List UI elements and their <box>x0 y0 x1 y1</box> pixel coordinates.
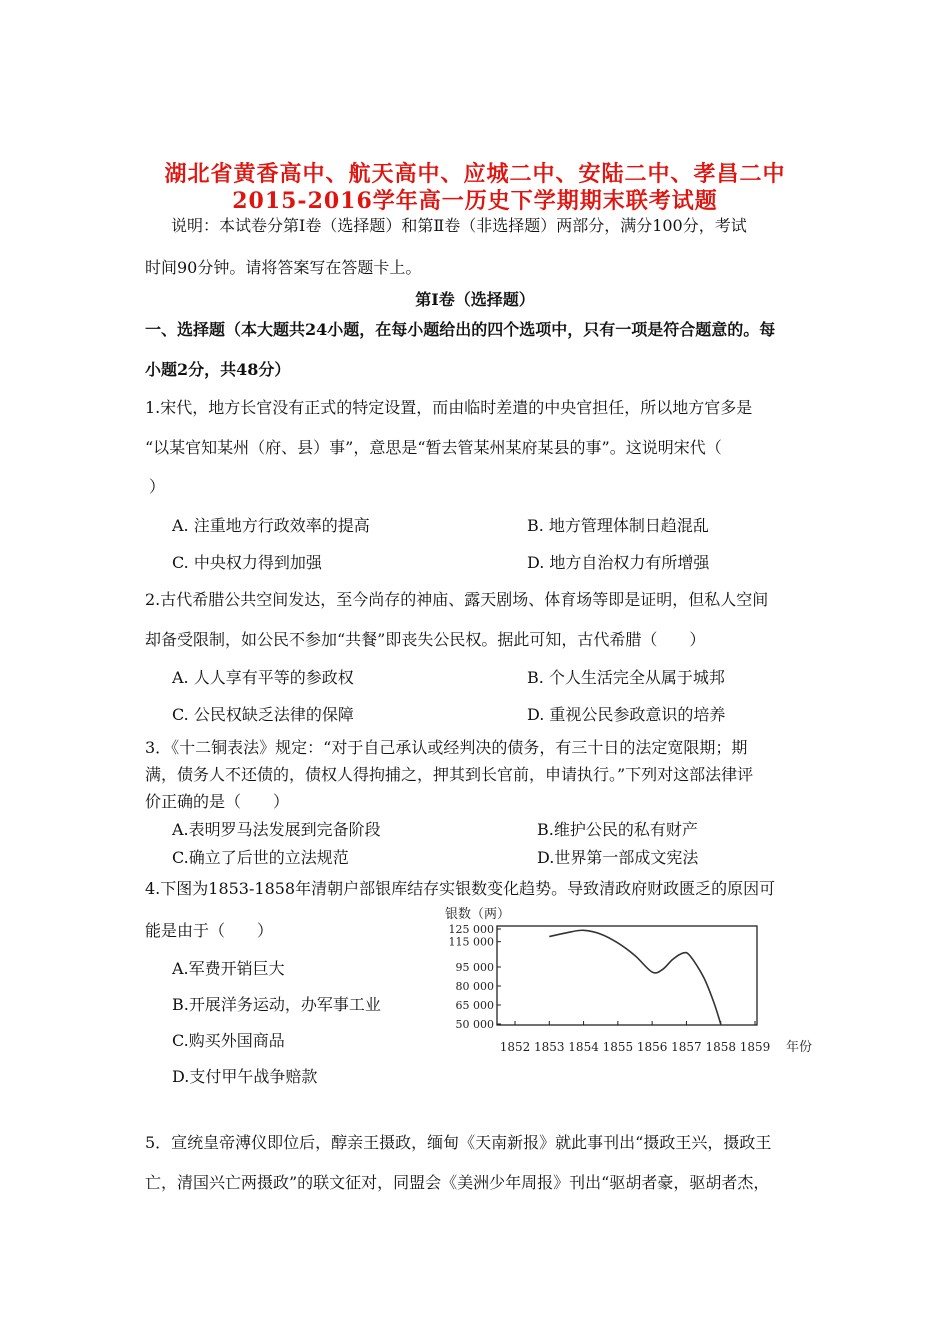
chart-x-tick-label: 1854 <box>568 1040 599 1054</box>
q4-option-c: C.购买外国商品 <box>172 1031 285 1050</box>
q1-option-d: D. 地方自治权力有所增强 <box>527 553 710 572</box>
chart-y-tick-label: 115 000 <box>448 935 494 949</box>
q4-stem-line-2: 能是由于（ ） <box>145 921 274 940</box>
chart-y-tick-label: 50 000 <box>455 1018 494 1031</box>
q2-option-c: C. 公民权缺乏法律的保障 <box>172 705 354 724</box>
q4-option-a: A.军费开销巨大 <box>172 959 285 978</box>
chart-y-tick-label: 95 000 <box>455 961 494 974</box>
q1-stem-line-2: “以某官知某州（府、县）事”，意思是“暂去管某州某府某县的事”。这说明宋代（ <box>145 438 722 457</box>
intro-line-2: 时间90分钟。请将答案写在答题卡上。 <box>145 258 422 277</box>
q5-stem-line-1: 5．宣统皇帝溥仪即位后，醇亲王摄政，缅甸《天南新报》就此事刊出“摄政王兴，摄政王 <box>145 1133 772 1152</box>
q3-option-b: B.维护公民的私有财产 <box>537 820 698 839</box>
q3-option-c: C.确立了后世的立法规范 <box>172 848 349 867</box>
chart-plot-frame <box>497 926 757 1025</box>
chart-y-tick-label: 125 000 <box>448 923 494 936</box>
silver-reserve-chart <box>440 900 820 1060</box>
q4-stem-line-1: 4.下图为1853-1858年清朝户部银库结存实银数变化趋势。导致清政府财政匮乏的原因可 <box>145 879 776 898</box>
q1-stem-line-1: 1.宋代，地方长官没有正式的特定设置，而由临时差遣的中央官担任，所以地方官多是 <box>145 398 753 417</box>
chart-x-tick-label: 1858 <box>705 1040 736 1054</box>
q3-stem-line-1: 3．《十二铜表法》规定：“对于自己承认或经判决的债务，有三十日的法定宽限期；期 <box>145 738 748 757</box>
chart-y-tick-label: 65 000 <box>455 999 494 1012</box>
chart-x-tick-label: 1856 <box>636 1040 668 1054</box>
q1-stem-line-3: ） <box>149 477 166 496</box>
q5-stem-line-2: 亡，清国兴亡两摄政”的联文征对，同盟会《美洲少年周报》刊出“驱胡者豪，驱胡者杰， <box>145 1173 770 1192</box>
section-instructions-1: 一、选择题（本大题共24小题，在每小题给出的四个选项中，只有一项是符合题意的。每 <box>145 320 776 339</box>
q1-option-c: C. 中央权力得到加强 <box>172 553 322 572</box>
q2-option-b: B. 个人生活完全从属于城邦 <box>527 668 725 687</box>
q3-stem-line-3: 价正确的是（ ） <box>145 792 290 811</box>
q3-option-a: A.表明罗马法发展到完备阶段 <box>172 820 381 839</box>
q2-option-d: D. 重视公民参政意识的培养 <box>527 705 726 724</box>
q3-option-d: D.世界第一部成文宪法 <box>537 848 699 867</box>
chart-x-tick-label: 1853 <box>534 1040 565 1054</box>
q1-option-b: B. 地方管理体制日趋混乱 <box>527 516 709 535</box>
q1-option-a: A. 注重地方行政效率的提高 <box>172 516 370 535</box>
q2-stem-line-1: 2.古代希腊公共空间发达，至今尚存的神庙、露天剧场、体育场等即是证明，但私人空间 <box>145 590 769 609</box>
q4-option-b: B.开展洋务运动，办军事工业 <box>172 995 381 1014</box>
chart-x-tick-label: 1857 <box>671 1040 702 1054</box>
title-line-2: 2015-2016学年高一历史下学期期末联考试题 <box>232 188 718 214</box>
chart-x-tick-label: 1859 <box>739 1040 771 1054</box>
chart-series-line <box>549 930 720 1024</box>
chart-x-tick-label: 1855 <box>602 1040 634 1054</box>
chart-x-axis-title: 年份 <box>786 1040 813 1055</box>
q2-stem-line-2: 却备受限制，如公民不参加“共餐”即丧失公民权。据此可知，古代希腊（ ） <box>145 630 706 649</box>
chart-x-tick-label: 1852 <box>499 1040 531 1054</box>
q2-option-a: A. 人人享有平等的参政权 <box>172 668 354 687</box>
intro-line-1: 说明：本试卷分第Ⅰ卷（选择题）和第Ⅱ卷（非选择题）两部分，满分100分，考试 <box>171 216 747 235</box>
title-line-1: 湖北省黄香高中、航天高中、应城二中、安陆二中、孝昌二中 <box>164 161 786 187</box>
q4-option-d: D.支付甲午战争赔款 <box>172 1067 318 1086</box>
section-instructions-2: 小题2分，共48分） <box>145 360 291 379</box>
chart-y-tick-label: 80 000 <box>455 980 494 993</box>
q3-stem-line-2: 满，债务人不还债的，债权人得拘捕之，押其到长官前，申请执行。”下列对这部法律评 <box>145 765 754 784</box>
chart-y-axis-title: 银数（两） <box>445 907 511 922</box>
section-title: 第Ⅰ卷（选择题） <box>415 290 535 309</box>
